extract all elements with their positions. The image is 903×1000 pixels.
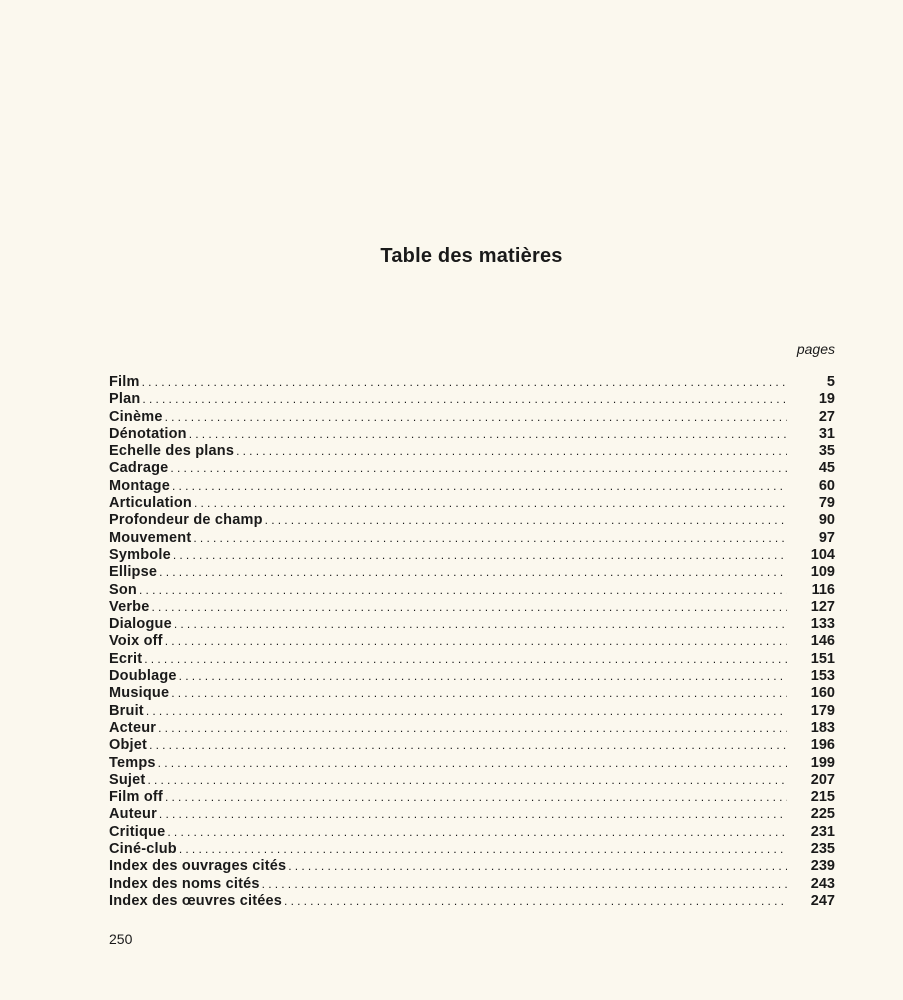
toc-entry-page: 35 [818, 443, 835, 460]
toc-entry-title: Auteur [109, 806, 157, 823]
toc-entry [109, 460, 835, 477]
toc-entry-title: Film [109, 374, 140, 390]
page-number: 250 [109, 931, 133, 947]
toc-entry-title: Montage [109, 477, 171, 494]
toc-entry-page: 97 [818, 529, 835, 546]
toc-entry-title: Musique [109, 685, 170, 702]
dot-leader [165, 633, 787, 650]
toc-entry-page: 133 [810, 616, 835, 633]
toc-entry-page: 104 [810, 546, 835, 563]
toc-entry [109, 685, 835, 702]
toc-entry [109, 426, 835, 443]
toc-entry [109, 703, 835, 720]
toc-entry-page: 160 [810, 685, 835, 702]
toc-entry-page: 146 [810, 633, 835, 650]
toc-entry-title: Objet [109, 737, 148, 754]
dot-leader [170, 460, 787, 477]
toc-entry-page: 27 [818, 408, 835, 425]
dot-leader [142, 391, 787, 408]
toc-entry-title: Articulation [109, 495, 192, 512]
toc-entry [109, 720, 835, 737]
toc-entry-title: Mouvement [109, 529, 192, 546]
toc-entry-page: 196 [810, 737, 835, 754]
toc-entry-title: Index des ouvrages cités [109, 858, 287, 875]
toc-entry-title: Ecrit [109, 650, 143, 667]
toc-entry [109, 806, 835, 823]
dot-leader [152, 599, 788, 616]
toc-entry-title: Son [109, 581, 137, 598]
toc-entry-page: 225 [810, 806, 835, 823]
toc-entry [109, 530, 835, 547]
toc-entry [109, 547, 835, 564]
toc-entry-title: Verbe [109, 598, 150, 615]
toc-entry-page: 235 [810, 841, 835, 858]
toc-entry-page: 79 [818, 495, 835, 512]
toc-entry [109, 391, 835, 408]
toc-entry-page: 247 [810, 892, 835, 909]
dot-leader [171, 685, 787, 702]
toc-entry-title: Profondeur de champ [109, 512, 263, 529]
toc-entry-title: Film off [109, 789, 163, 806]
dot-leader [139, 582, 787, 599]
dot-leader [172, 478, 787, 495]
toc-entry [109, 772, 835, 789]
toc-entry-page: 243 [810, 875, 835, 892]
toc-entry [109, 841, 835, 858]
toc-entry [109, 599, 835, 616]
dot-leader [265, 512, 787, 529]
toc-entry-page: 183 [810, 719, 835, 736]
toc-entry-title: Dialogue [109, 616, 172, 633]
dot-leader [144, 651, 787, 668]
toc-entry-title: Voix off [109, 633, 163, 650]
dot-leader [284, 893, 787, 910]
toc-entry-title: Index des œuvres citées [109, 892, 283, 909]
toc-entry-page: 239 [810, 858, 835, 875]
dot-leader [167, 824, 787, 841]
toc-entry-page: 179 [810, 702, 835, 719]
toc-entry-title: Acteur [109, 719, 157, 736]
dot-leader [146, 703, 787, 720]
page-title: Table des matières [380, 245, 563, 267]
toc-entry [109, 824, 835, 841]
toc-entry-title: Ellipse [109, 564, 158, 581]
toc-entry-page: 153 [810, 668, 835, 685]
toc-entry-title: Critique [109, 823, 166, 840]
toc-entry [109, 737, 835, 754]
toc-entry-page: 19 [818, 391, 835, 408]
toc-entry [109, 409, 835, 426]
dot-leader [179, 841, 787, 858]
toc-entry [109, 495, 835, 512]
toc-entry [109, 651, 835, 668]
toc-entry [109, 374, 835, 391]
toc-entry-title: Cadrage [109, 460, 169, 477]
toc-entry-title: Echelle des plans [109, 443, 235, 460]
dot-leader [179, 668, 787, 685]
dot-leader [165, 409, 787, 426]
toc-entry [109, 443, 835, 460]
toc-entry [109, 858, 835, 875]
toc-entry [109, 582, 835, 599]
dot-leader [158, 720, 787, 737]
toc-entry-page: 5 [826, 374, 835, 390]
dot-leader [173, 547, 787, 564]
toc-entry-title: Sujet [109, 771, 146, 788]
toc-entry-title: Plan [109, 391, 141, 408]
toc-entry-page: 231 [810, 823, 835, 840]
toc-entry-page: 127 [810, 598, 835, 615]
dot-leader [159, 564, 787, 581]
toc-entry [109, 616, 835, 633]
pages-column-label: pages [796, 341, 835, 357]
toc-entry [109, 512, 835, 529]
toc-entry-page: 45 [818, 460, 835, 477]
dot-leader [158, 755, 787, 772]
dot-leader [159, 806, 787, 823]
toc-entry-title: Doublage [109, 668, 177, 685]
dot-leader [262, 876, 787, 893]
toc-entry [109, 564, 835, 581]
dot-leader [147, 772, 787, 789]
toc-entry-page: 199 [810, 754, 835, 771]
toc-entry-page: 90 [818, 512, 835, 529]
dot-leader [194, 495, 787, 512]
toc-entry-title: Bruit [109, 702, 144, 719]
toc-entry [109, 789, 835, 806]
toc-entry-page: 60 [818, 477, 835, 494]
toc-entry-title: Temps [109, 754, 156, 771]
dot-leader [189, 426, 787, 443]
dot-leader [142, 374, 787, 391]
toc-entry-title: Index des noms cités [109, 875, 260, 892]
toc-entry-title: Cinème [109, 408, 163, 425]
toc-entry-page: 116 [811, 581, 835, 598]
toc-entry-page: 215 [810, 789, 835, 806]
dot-leader [149, 737, 787, 754]
toc-entry [109, 633, 835, 650]
dot-leader [193, 530, 787, 547]
toc-entry [109, 876, 835, 893]
toc-entry [109, 478, 835, 495]
table-of-contents [109, 374, 835, 910]
toc-entry-page: 207 [810, 771, 835, 788]
dot-leader [288, 858, 787, 875]
toc-entry-page: 109 [810, 564, 835, 581]
toc-entry-title: Dénotation [109, 425, 187, 442]
dot-leader [174, 616, 787, 633]
toc-entry-page: 151 [810, 650, 835, 667]
toc-entry-page: 31 [818, 425, 835, 442]
toc-entry [109, 668, 835, 685]
toc-entry [109, 755, 835, 772]
toc-entry-title: Ciné-club [109, 841, 177, 858]
toc-entry-title: Symbole [109, 546, 171, 563]
dot-leader [165, 789, 787, 806]
dot-leader [236, 443, 787, 460]
toc-entry [109, 893, 835, 910]
